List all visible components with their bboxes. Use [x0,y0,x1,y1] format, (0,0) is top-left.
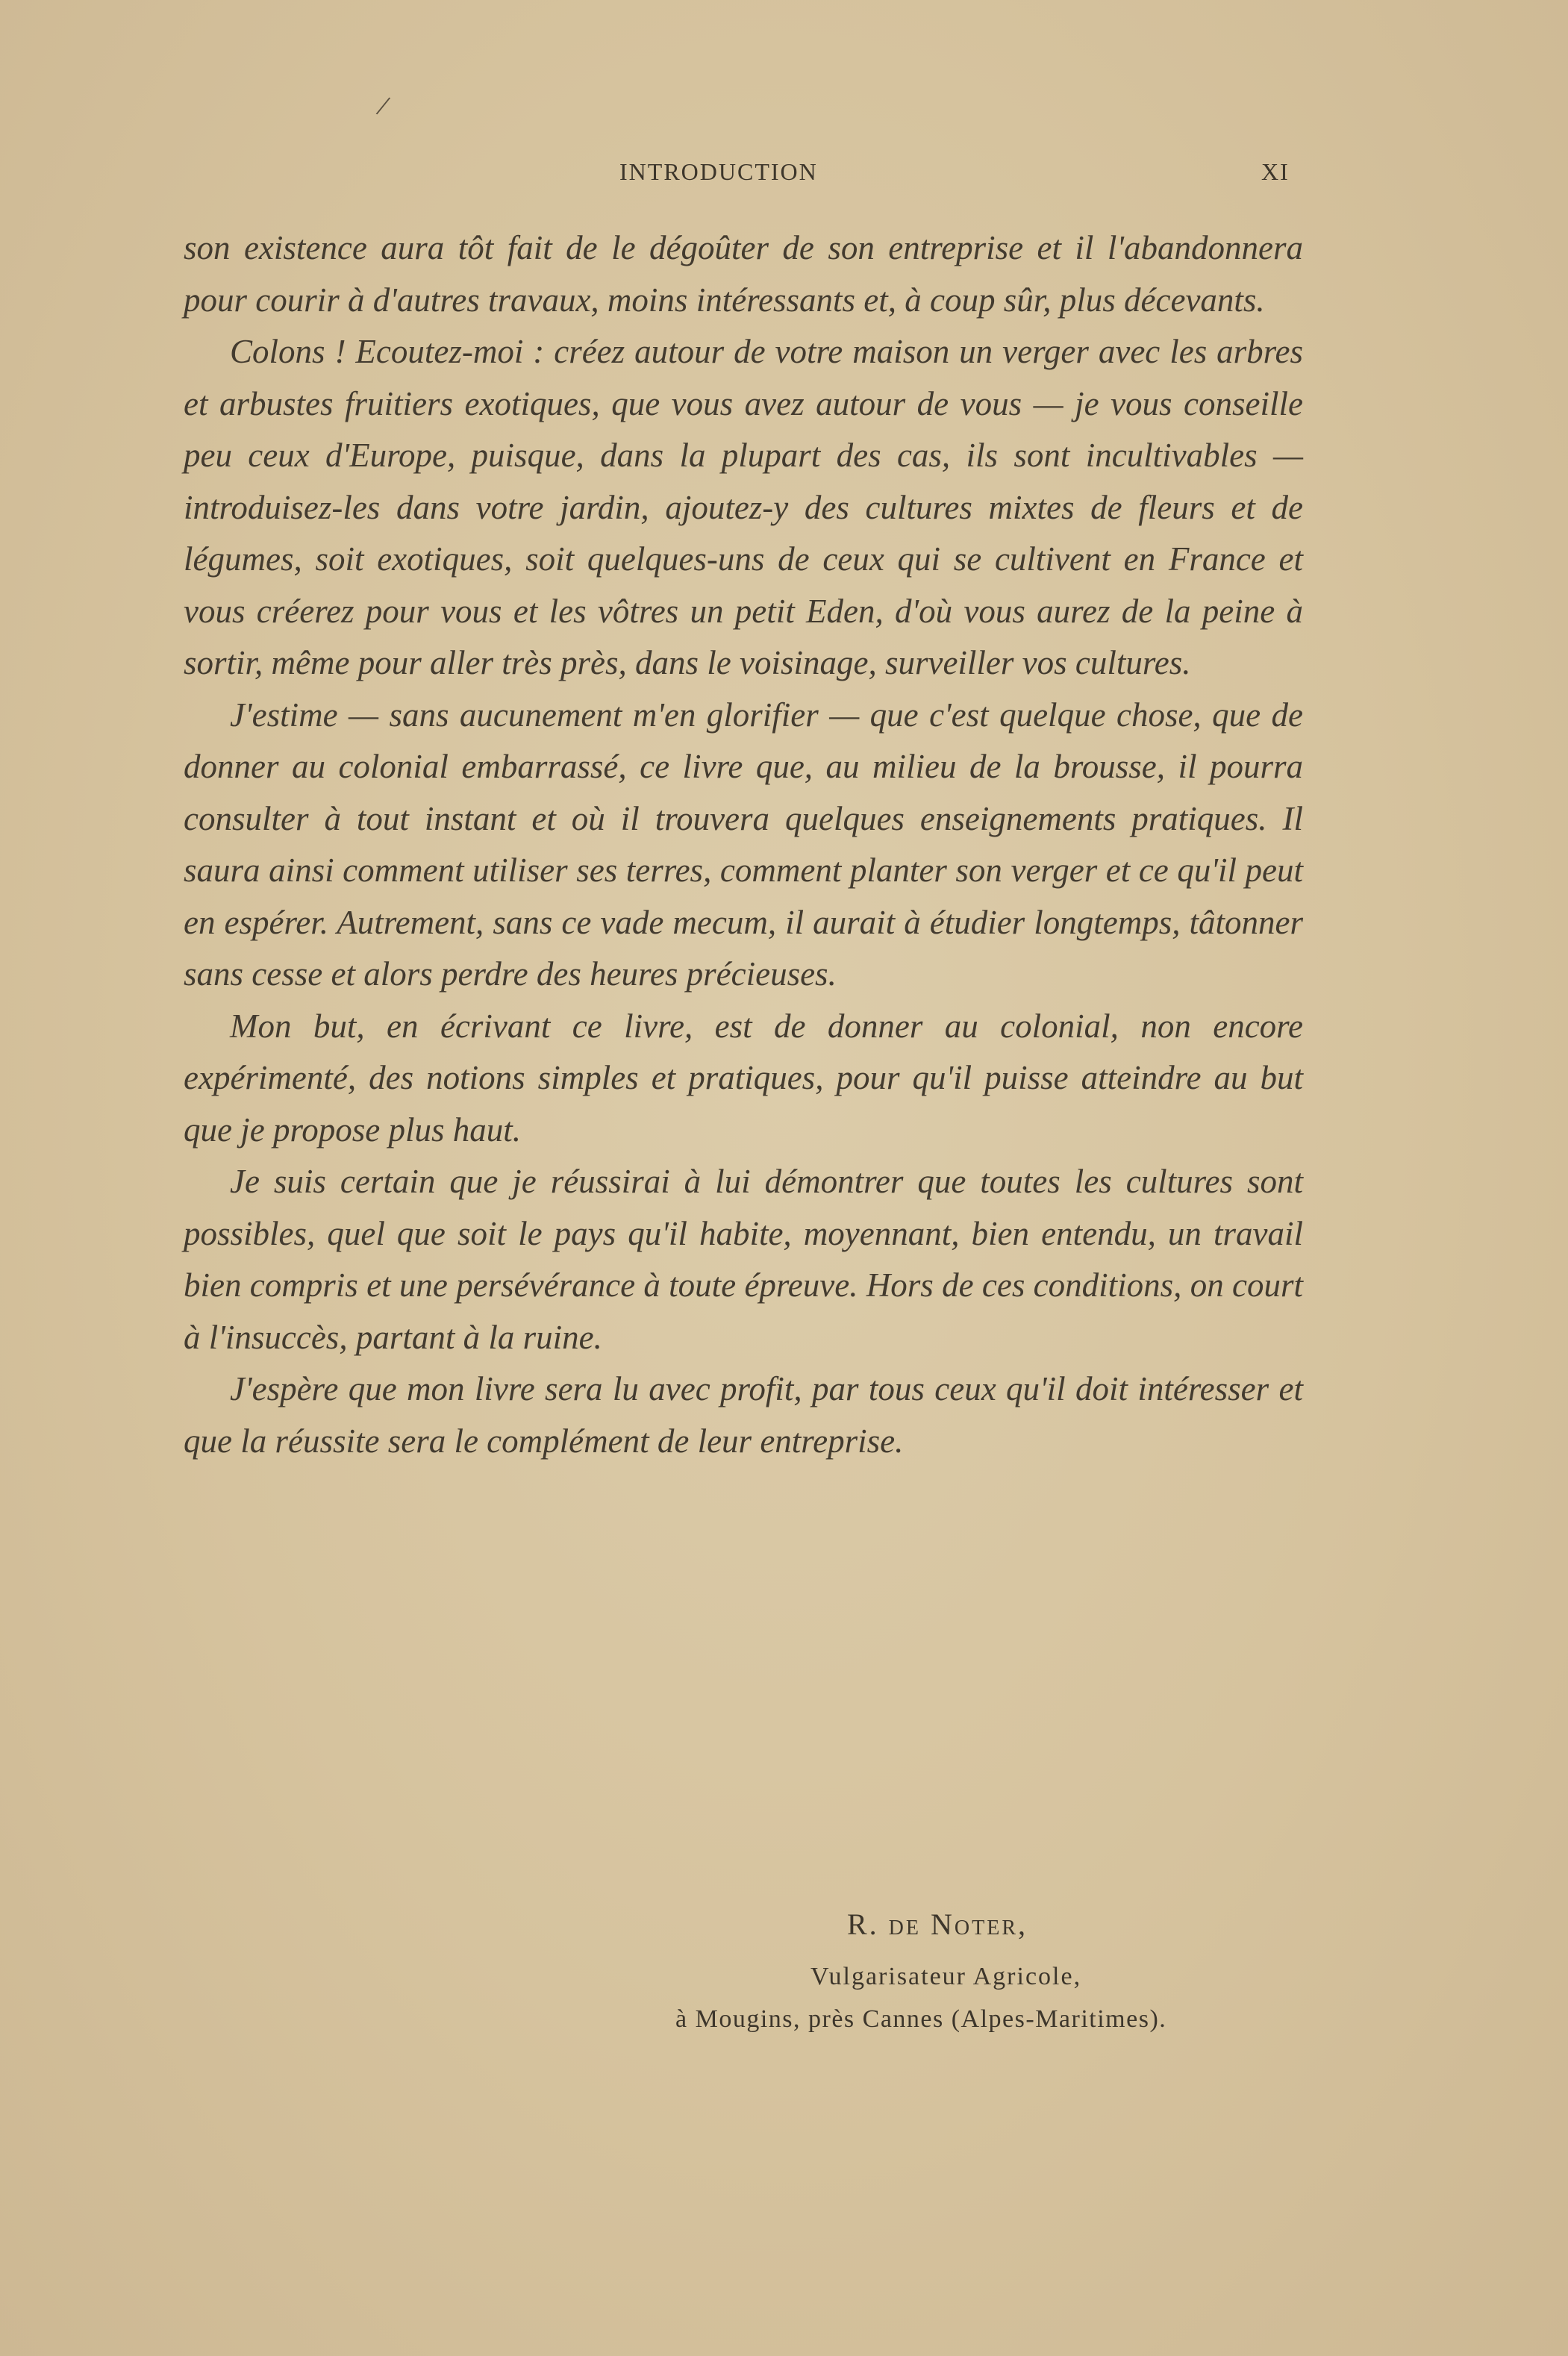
body-text [184,222,1303,1467]
page-number: XI [1261,158,1290,185]
paragraph-5: Je suis certain que je réussirai à lui démontrer que toutes les cultures sont possibles, quel que soit le pays qu'il habite, moyennant, bien entendu, un travail bien compris et une persévérance à toute épreuve. Hors de ces conditions, on court à l'insuccès, partant à la ruine. [184,1163,1303,1356]
author-name: R. de Noter, [847,1907,1028,1941]
paragraph-4: Mon but, en écrivant ce livre, est de donner au colonial, non encore expérimenté, des notions simples et pratiques, pour qu'il puisse atteindre au but que je propose plus haut. [184,1007,1303,1149]
author-title: Vulgarisateur Agricole, [810,1963,1082,1990]
paragraph-2: Colons ! Ecoutez-moi : créez autour de votre maison un verger avec les arbres et arbustes fruitiers exotiques, que vous avez autour de vous — je vous conseille peu ceux d'Europe, puisque, dans la plupart des cas, ils sont incultivables — introduisez-les dans votre jardin, ajoutez-y des cultures mixtes de fleurs et de légumes, soit exotiques, soit quelques-uns de ceux qui se cultivent en France et vous créerez pour vous et les vôtres un petit Eden, d'où vous aurez de la peine à sortir, même pour aller très près, dans le voisinage, surveiller vos cultures. [184,333,1303,681]
author-location: à Mougins, près Cannes (Alpes-Maritimes). [675,2005,1167,2033]
pencil-mark: / [373,88,393,123]
running-head: INTRODUCTION [619,158,818,185]
paragraph-1: son existence aura tôt fait de le dégoûter de son entreprise et il l'abandonnera pour courir à d'autres travaux, moins intéressants et, à coup sûr, plus décevants. [184,229,1303,319]
paragraph-3: J'estime — sans aucunement m'en glorifier — que c'est quelque chose, que de donner au colonial embarrassé, ce livre que, au milieu de la brousse, il pourra consulter à tout instant et où il trouvera quelques enseignements pratiques. Il saura ainsi comment utiliser ses terres, comment planter son verger et ce qu'il peut en espérer. Autrement, sans ce vade mecum, il aurait à étudier longtemps, tâtonner sans cesse et alors perdre des heures précieuses. [184,696,1303,993]
paragraph-6: J'espère que mon livre sera lu avec profit, par tous ceux qu'il doit intéresser et que la réussite sera le complément de leur entreprise. [184,1370,1303,1460]
